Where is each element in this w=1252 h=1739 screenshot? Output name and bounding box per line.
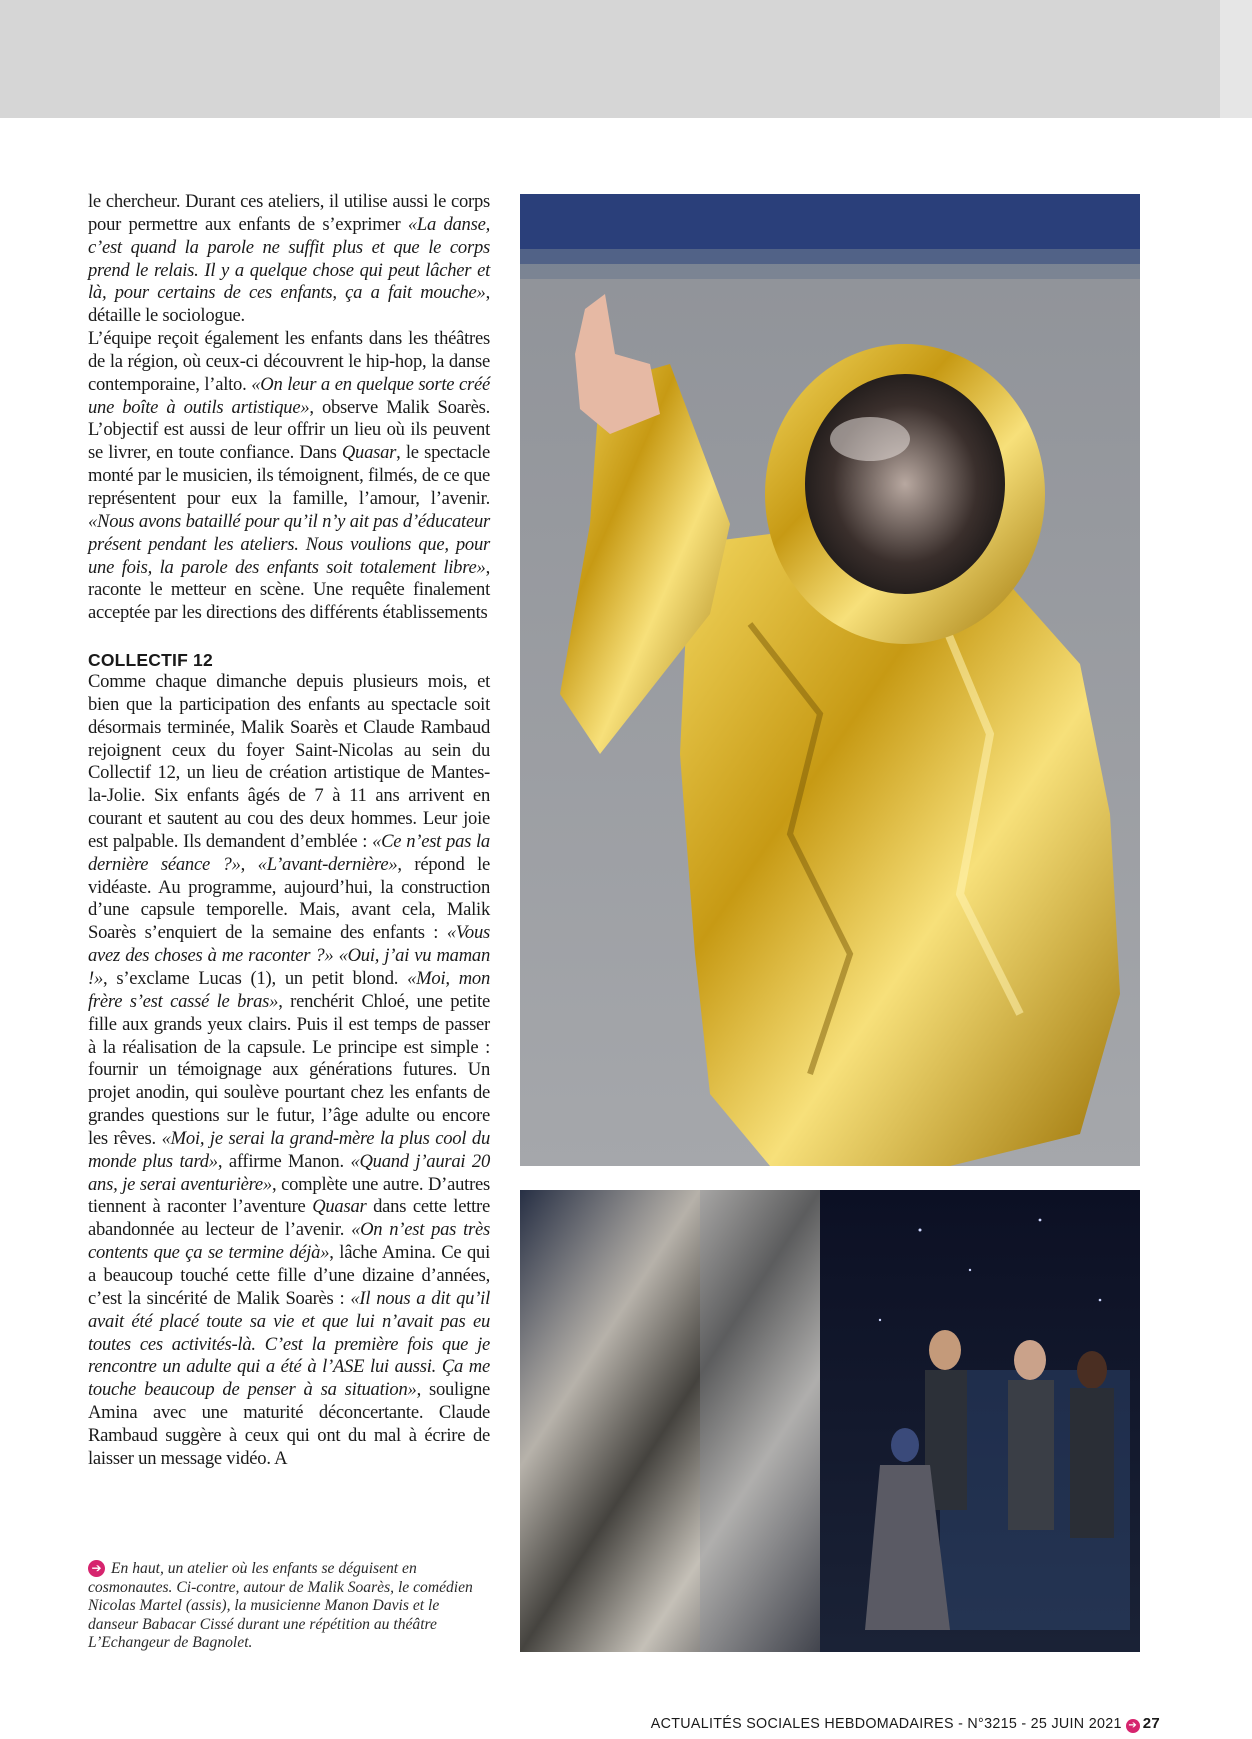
page-footer xyxy=(620,1712,1160,1736)
text-run: , répond le vidéaste. Au programme, aujourd’hui, la construction d’une capsule temporelle. Mais, avant cela, Malik Soarès s’enquiert de la semaine des enfants : xyxy=(88,853,491,944)
article-section-1 xyxy=(88,191,490,625)
quote-run: «Ce n’est pas la dernière séance ?» xyxy=(88,830,490,875)
text-run: , lâche Amina. Ce qui a beaucoup touché cette fille d’une dizaine d’années, c’est la sincérité de Malik Soarès : xyxy=(88,1242,490,1309)
text-run: , xyxy=(240,853,258,875)
quote-run: «Vous avez des choses à me raconter ?» «Oui, j’ai vu maman !» xyxy=(88,922,490,989)
quote-run: «On n’est pas très contents que ça se termine déjà» xyxy=(88,1219,490,1264)
caption-text: En haut, un atelier où les enfants se déguisent en cosmonautes. Ci-contre, autour de Malik Soarès, le comédien Nicolas Martel (assis), la musicienne Manon Davis et le danseur Babacar Cissé durant une répétition au théâtre L’Echangeur de Bagnolet. xyxy=(88,1560,473,1651)
photo-caption xyxy=(88,1560,488,1653)
quote-run: Quasar xyxy=(341,442,397,464)
text-run: , détaille le sociologue. xyxy=(88,282,490,327)
text-run: Comme chaque dimanche depuis plusieurs mois, et bien que la participation des enfants au spectacle soit désormais terminée, Malik Soarès et Claude Rambaud rejoignent ceux du foyer Saint-Nicolas au sein du Collectif 12, un lieu de création artistique de Mantes-la-Jolie. Six enfants âgés de 7 à 11 ans arrivent en courant et sautent au cou des deux hommes. Leur joie est palpable. Ils demandent d’emblée : xyxy=(88,671,490,852)
page-number: 27 xyxy=(1142,1715,1160,1732)
text-run: , complète une autre. D’autres tiennent à raconter l’aventure xyxy=(88,1173,491,1218)
top-band-edge xyxy=(1220,0,1252,118)
text-run: le chercheur. Durant ces ateliers, il utilise aussi le corps pour permettre aux enfants de s’exprimer xyxy=(88,191,490,235)
paragraph xyxy=(88,191,490,328)
text-run: , le spectacle monté par le musicien, ils témoignent, filmés, de ce que représentent pour eux la famille, l’amour, l’avenir. xyxy=(88,442,490,509)
photo-child-astronaut xyxy=(520,194,1140,1166)
arrow-right-circle-icon: ➔ xyxy=(88,1560,105,1577)
text-run: , observe Malik Soarès. L’objectif est aussi de leur offrir un lieu où ils peuvent se livrer, en toute confiance. Dans xyxy=(88,396,490,464)
quote-run: «Quand j’aurai 20 ans, je serai aventurière» xyxy=(88,1150,491,1195)
paragraph xyxy=(88,328,490,625)
section-heading: COLLECTIF 12 xyxy=(88,650,213,671)
quote-run: «On leur a en quelque sorte créé une boîte à outils artistique» xyxy=(88,373,490,418)
quote-run: «Moi, je serai la grand-mère la plus cool du monde plus tard» xyxy=(88,1127,490,1172)
text-run: , affirme Manon. xyxy=(217,1150,351,1172)
top-band xyxy=(0,0,1252,118)
photo-stage-rehearsal xyxy=(520,1190,1140,1652)
footer-publication: ACTUALITÉS SOCIALES HEBDOMADAIRES - N°3215 - 25 JUIN 2021 xyxy=(650,1716,1122,1732)
quote-run: «L’avant-dernière» xyxy=(257,853,398,875)
text-run: dans cette lettre abandonnée au lecteur de l’avenir. xyxy=(88,1196,490,1241)
quote-run: «La danse, c’est quand la parole ne suffit plus et que le corps prend le relais. Il y a quelque chose qui peut lâcher et là, pour certains de ces enfants, ça a fait mouche» xyxy=(88,213,490,304)
quote-run: «Nous avons bataillé pour qu’il n’y ait pas d’éducateur présent pendant les ateliers. Nous voulions que, pour une fois, la parole des enfants soit totalement libre» xyxy=(88,510,490,578)
photo-child-astronaut-image xyxy=(520,194,1140,1166)
quote-run: Quasar xyxy=(312,1196,367,1218)
text-run: L’équipe reçoit également les enfants dans les théâtres de la région, où ceux-ci découvrent le hip-hop, la danse contemporaine, l’alto. xyxy=(88,328,490,395)
quote-run: «Moi, mon frère s’est cassé le bras» xyxy=(88,968,490,1012)
text-run: , souligne Amina avec une maturité déconcertante. Claude Rambaud suggère à ceux qui ont du mal à écrire de laisser un message vidéo. A xyxy=(88,1379,490,1469)
quote-run: «Il nous a dit qu’il avait été placé toute sa vie et que lui n’avait pas eu toutes ces activités-là. C’est la première fois que je rencontre un adulte qui a été à l’ASE lui aussi. Ça me touche beaucoup de penser à sa situation» xyxy=(88,1287,490,1401)
text-run: , renchérit Chloé, une petite fille aux grands yeux clairs. Puis il est temps de passer à la réalisation de la capsule. Le principe est simple : fournir un témoignage aux générations futures. Un projet anodin, qui soulève pourtant chez les enfants de grandes questions sur le futur, l’âge adulte ou encore les rêves. xyxy=(88,990,490,1149)
photo-stage-rehearsal-image xyxy=(520,1190,1140,1652)
paragraph xyxy=(88,671,490,1471)
arrow-right-circle-icon: ➔ xyxy=(1126,1719,1140,1733)
text-run: , raconte le metteur en scène. Une requête finalement acceptée par les directions des différents établissements xyxy=(88,556,490,624)
article-text-column xyxy=(88,191,490,1471)
text-run: , s’exclame Lucas (1), un petit blond. xyxy=(103,968,408,989)
section-spacer xyxy=(88,625,490,647)
article-section-2 xyxy=(88,671,490,1471)
